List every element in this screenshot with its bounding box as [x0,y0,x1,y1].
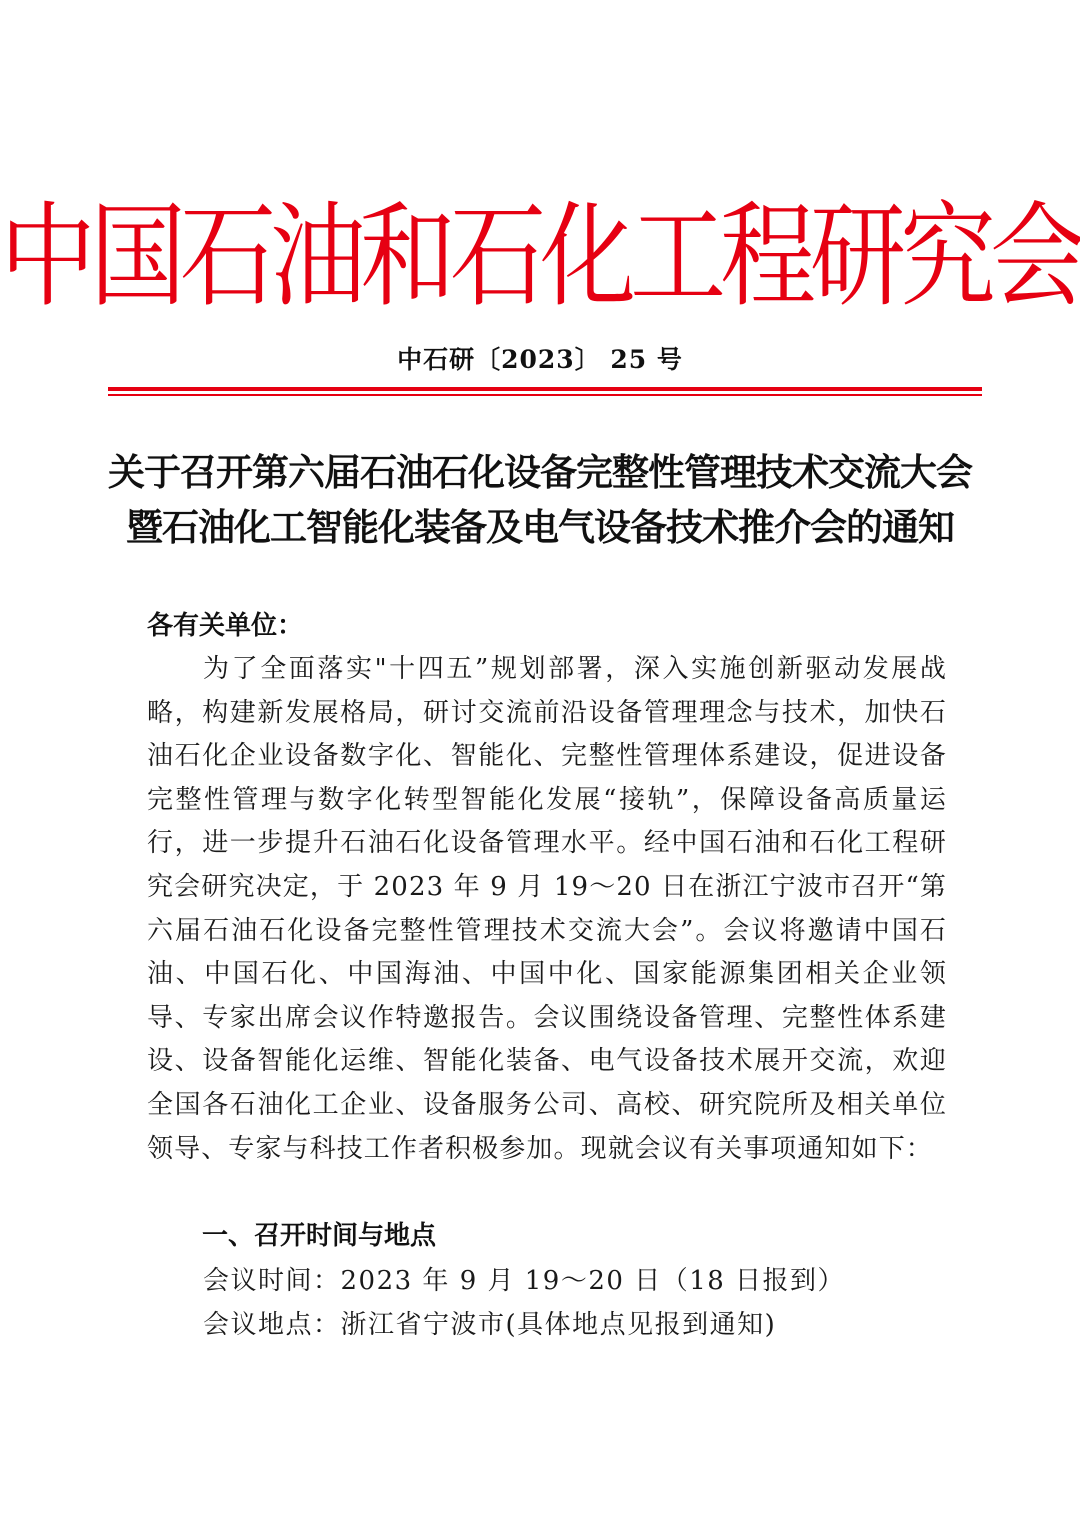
salutation: 各有关单位： [147,611,304,641]
document-number: 中石研〔2023〕 25 号 [397,345,683,374]
header-divider-thin [108,394,982,396]
header-divider [108,387,982,391]
body-paragraph: 为了全面落实"十四五”规划部署，深入实施创新驱动发展战略，构建新发展格局，研讨交流前沿设备管理理念与技术，加快石油石化企业设备数字化、智能化、完整性管理体系建设，促进设备完整性管理与数字化转型智能化发展“接轨”，保障设备高质量运行，进一步提升石油石化设备管理水平。经中国石油和石化工程研究会研究决定，于 2023 年 9 月 19～20 日在浙江宁波市召开“第六届石油石化设备完整性管理技术交流大会”。会议将邀请中国石油、中国石化、中国海油、中国中化、国家能源集团相关企业领导、专家出席会议作特邀报告。会议围绕设备管理、完整性体系建设、设备智能化运维、智能化装备、电气设备技术展开交流，欢迎全国各石油化工企业、设备服务公司、高校、研究院所及相关单位领导、专家与科技工作者积极参加。现就会议有关事项通知如下： [147,654,947,1164]
meeting-time: 会议时间：2023 年 9 月 19～20 日（18 日报到） [203,1266,846,1296]
notice-title-line-2: 暨石油化工智能化装备及电气设备技术推介会的通知 [126,506,954,549]
notice-title [60,445,1020,555]
section-heading-time-place: 一、召开时间与地点 [202,1221,437,1251]
notice-title-line-1: 关于召开第六届石油石化设备完整性管理技术交流大会 [108,451,972,494]
organization-header: 中国石油和石化工程研究会 [0,190,1080,323]
meeting-place: 会议地点：浙江省宁波市(具体地点见报到通知) [203,1310,777,1340]
